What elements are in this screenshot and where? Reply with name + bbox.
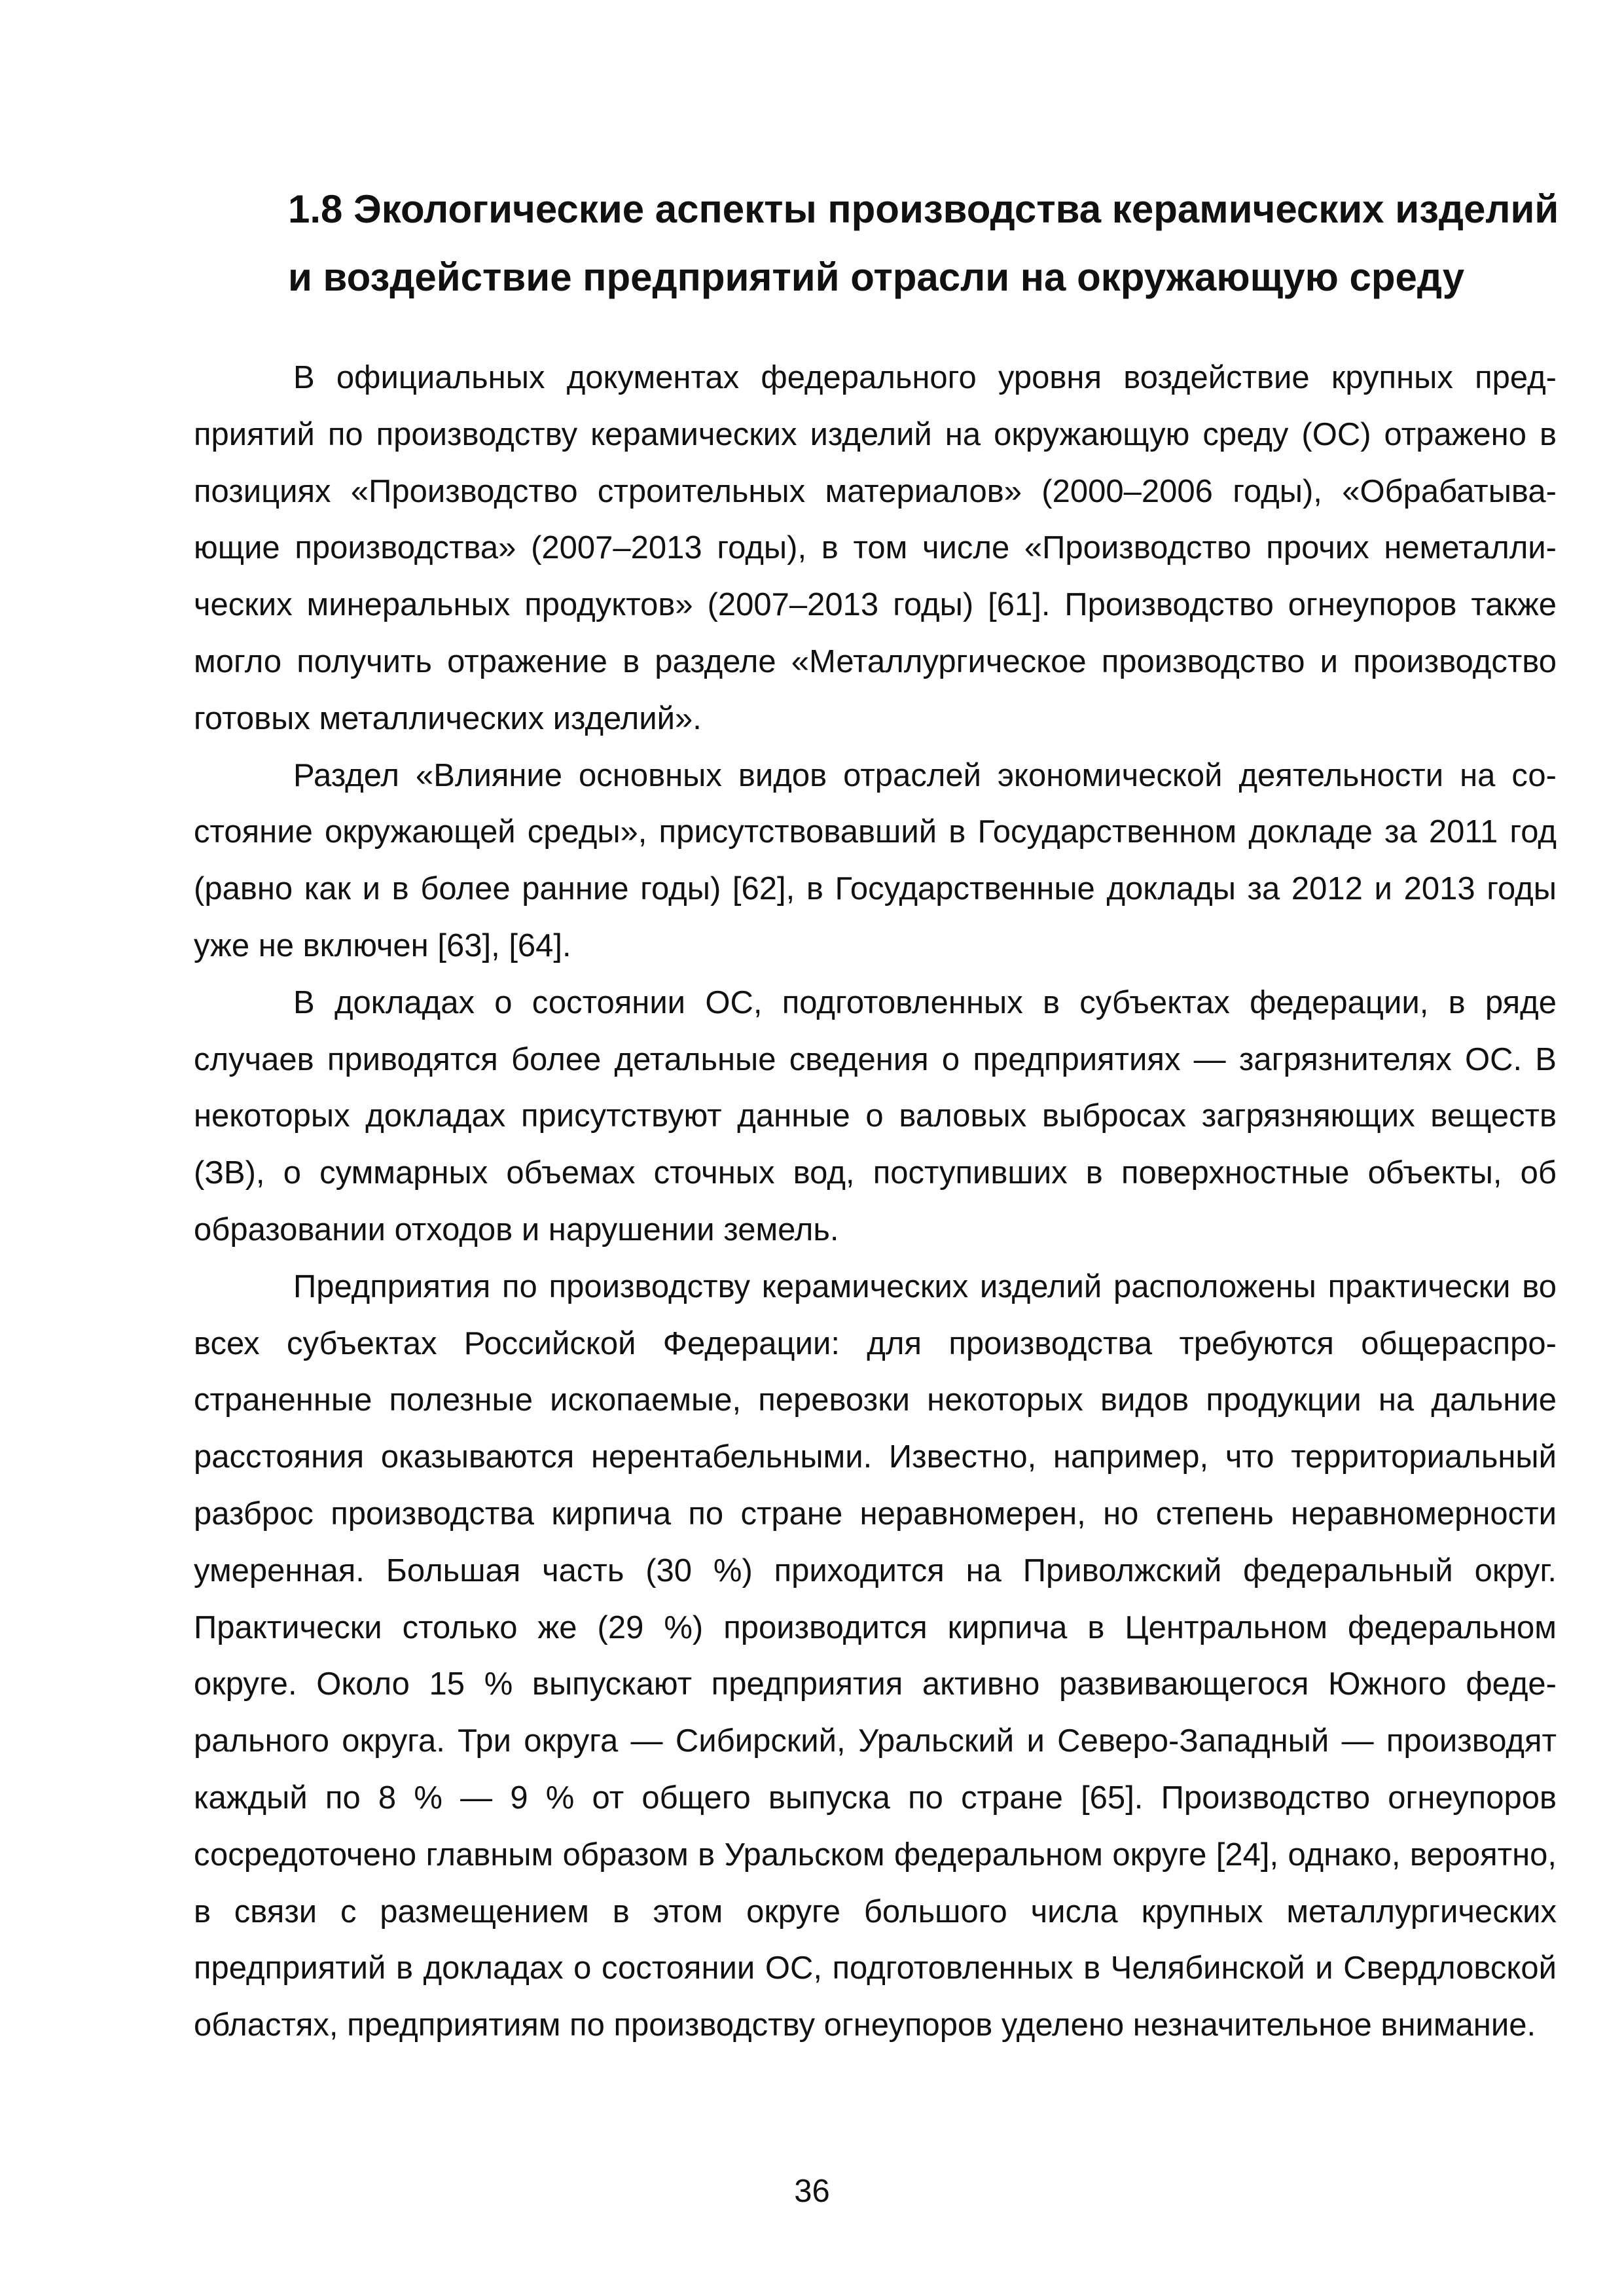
section-heading-line-2: и воздействие предприятий отрасли на окружающую среду [288, 255, 1465, 299]
paragraph-3: В докладах о состоянии ОС, подготовленных в субъектах федерации, в ряде случаев приводятся более детальные сведения о предприятиях — загрязнителях ОС. В некоторых докладах присутствуют данные о валовых выбросах загрязняющих веществ (ЗВ), о суммарных объемах сточных вод, поступивших в поверхностные объекты, об образовании отходов и нарушении земель. [194, 984, 1557, 1247]
section-heading [288, 175, 1558, 312]
paragraph-4: Предприятия по производству керамических изделий расположены практически во всех субъектах Российской Федерации: для производства требуются общераспространенные полезные ископаемые, перевозки некоторых видов продукции на дальние расстояния оказываются нерентабельными. Известно, например, что территориальный разброс производства кирпича по стране неравномерен, но степень неравномерности умеренная. Большая часть (30 %) приходится на Приволжский федеральный округ. Практически столько же (29 %) производится кирпича в Центральном федеральном округе. Около 15 % выпускают предприятия активно развивающегося Южного федерального округа. Три округа — Сибирский, Уральский и Северо-Западный — производят каждый по 8 % — 9 % от общего выпуска по стране [65]. Производство огнеупоров сосредоточено главным образом в Уральском федеральном округе [24], однако, вероятно, в связи с размещением в этом округе большого числа крупных металлургических предприятий в докладах о состоянии ОС, подготовленных в Челябинской и Свердловской областях, предприятиям по производству огнеупоров уделено незначительное внимание. [194, 1268, 1557, 2043]
body-text [194, 350, 1557, 2054]
paragraph-1: В официальных документах федерального уровня воздействие крупных предприятий по производству керамических изделий на окружающую среду (ОС) отражено в позициях «Производство строительных материалов» (2000–2006 годы), «Обрабатывающие производства» (2007–2013 годы), в том числе «Производство прочих неметаллических минеральных продуктов» (2007–2013 годы) [61]. Производство огнеупоров также могло получить отражение в разделе «Металлургическое производство и производство готовых металлических изделий». [194, 360, 1557, 736]
section-heading-line-1: 1.8 Экологические аспекты производства керамических изделий [288, 187, 1559, 231]
page-number: 36 [794, 2174, 830, 2209]
paragraph-2: Раздел «Влияние основных видов отраслей экономической деятельности на состояние окружающей среды», присутствовавший в Государственном докладе за 2011 год (равно как и в более ранние годы) [62], в Государственные доклады за 2012 и 2013 годы уже не включен [63], [64]. [194, 757, 1557, 963]
